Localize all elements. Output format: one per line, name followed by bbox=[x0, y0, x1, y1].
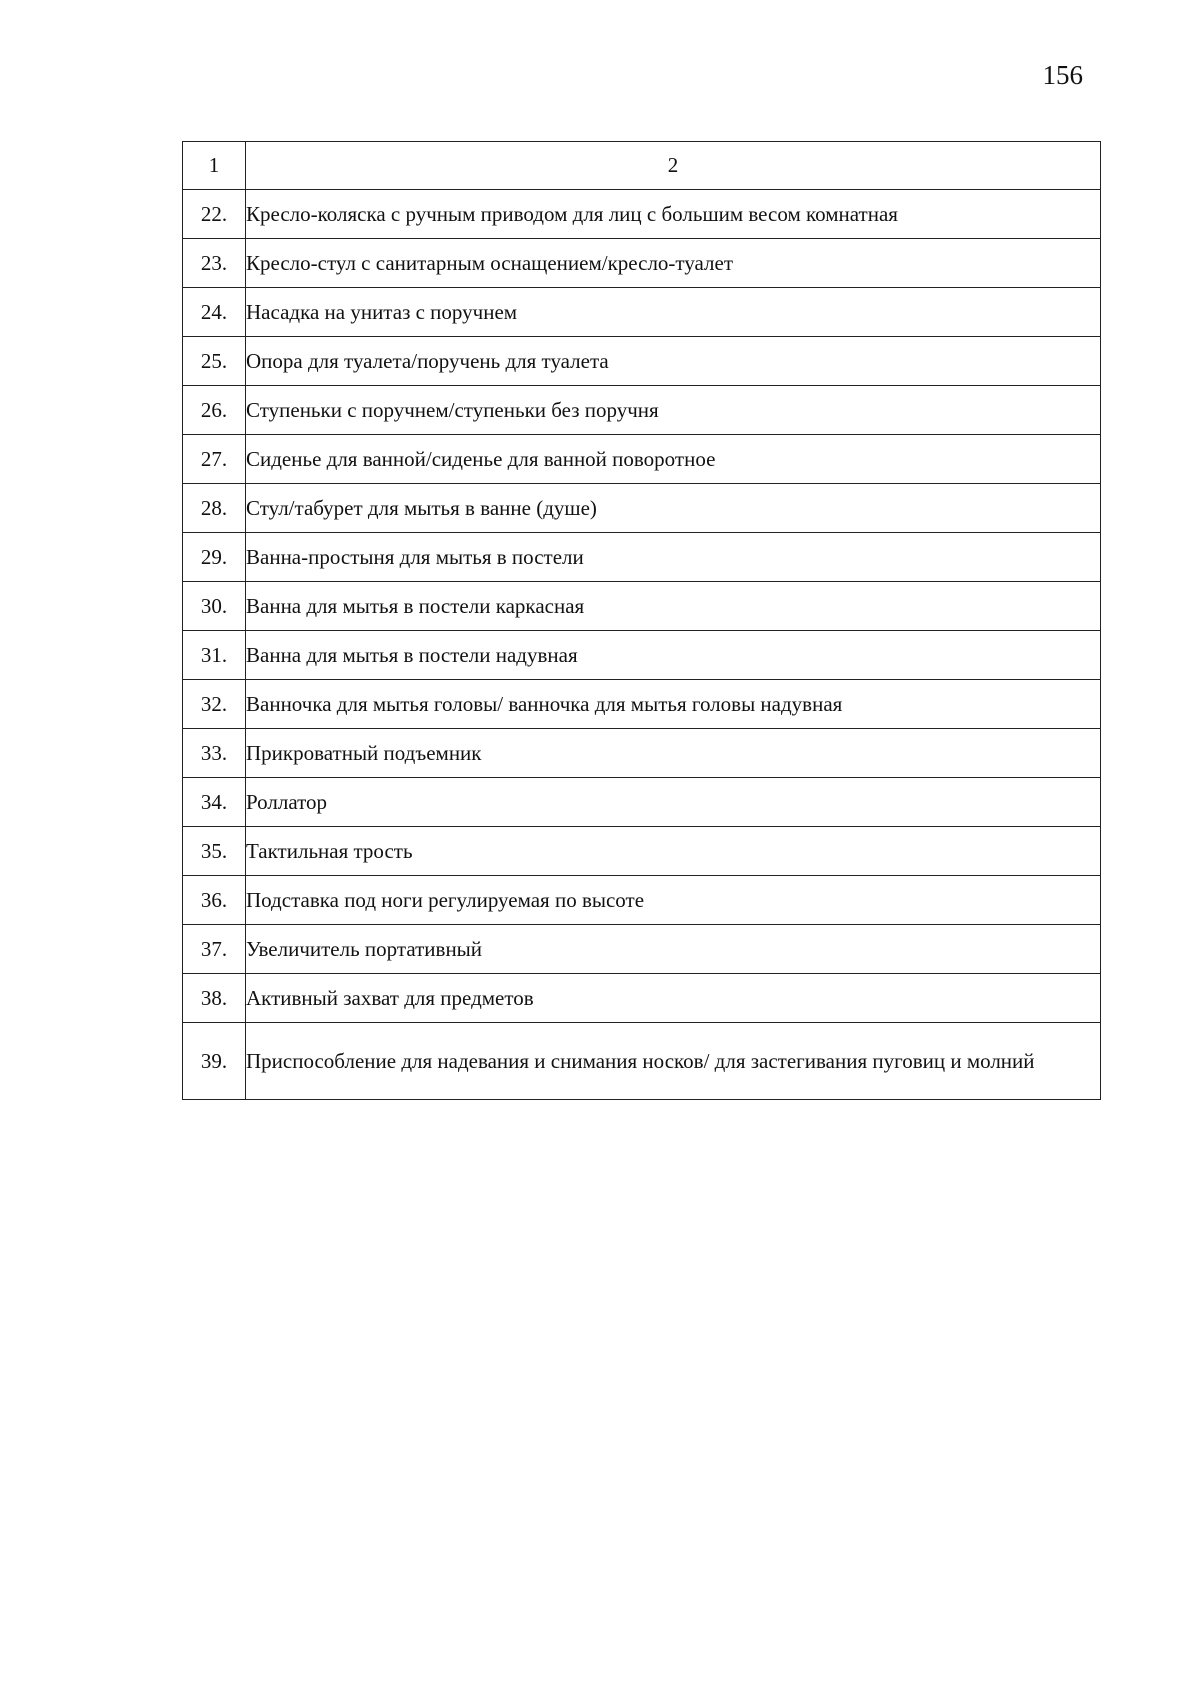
row-item-name: Ванна для мытья в постели каркасная bbox=[246, 582, 1101, 631]
row-number: 22. bbox=[183, 190, 246, 239]
table-row bbox=[183, 680, 1101, 729]
row-number: 24. bbox=[183, 288, 246, 337]
row-number: 37. bbox=[183, 925, 246, 974]
row-number: 38. bbox=[183, 974, 246, 1023]
row-number: 34. bbox=[183, 778, 246, 827]
table-row bbox=[183, 925, 1101, 974]
row-item-name: Опора для туалета/поручень для туалета bbox=[246, 337, 1101, 386]
table-row bbox=[183, 190, 1101, 239]
page-number: 156 bbox=[1042, 60, 1083, 90]
table-row bbox=[183, 239, 1101, 288]
table-row bbox=[183, 974, 1101, 1023]
row-item-name: Ванночка для мытья головы/ ванночка для мытья головы надувная bbox=[246, 680, 1101, 729]
table-row bbox=[183, 631, 1101, 680]
row-number: 31. bbox=[183, 631, 246, 680]
table-header-row bbox=[183, 142, 1101, 190]
row-number: 32. bbox=[183, 680, 246, 729]
row-number: 26. bbox=[183, 386, 246, 435]
row-item-name: Кресло-коляска с ручным приводом для лиц с большим весом комнатная bbox=[246, 190, 1101, 239]
row-item-name: Роллатор bbox=[246, 778, 1101, 827]
table-row bbox=[183, 435, 1101, 484]
items-table bbox=[182, 141, 1101, 1100]
row-number: 35. bbox=[183, 827, 246, 876]
row-item-name: Прикроватный подъемник bbox=[246, 729, 1101, 778]
table-row bbox=[183, 484, 1101, 533]
row-item-name: Кресло-стул с санитарным оснащением/кресло-туалет bbox=[246, 239, 1101, 288]
table-row bbox=[183, 582, 1101, 631]
row-item-name: Приспособление для надевания и снимания носков/ для застегивания пуговиц и молний bbox=[246, 1023, 1101, 1100]
row-item-name: Ступеньки с поручнем/ступеньки без поручня bbox=[246, 386, 1101, 435]
row-number: 33. bbox=[183, 729, 246, 778]
row-item-name: Активный захват для предметов bbox=[246, 974, 1101, 1023]
row-number: 30. bbox=[183, 582, 246, 631]
row-item-name: Сиденье для ванной/сиденье для ванной поворотное bbox=[246, 435, 1101, 484]
table-row bbox=[183, 386, 1101, 435]
table-row bbox=[183, 337, 1101, 386]
table-row bbox=[183, 288, 1101, 337]
table-row bbox=[183, 827, 1101, 876]
table-row bbox=[183, 876, 1101, 925]
table-row bbox=[183, 1023, 1101, 1100]
table-row bbox=[183, 533, 1101, 582]
row-number: 39. bbox=[183, 1023, 246, 1100]
row-number: 25. bbox=[183, 337, 246, 386]
row-number: 23. bbox=[183, 239, 246, 288]
row-number: 29. bbox=[183, 533, 246, 582]
row-item-name: Тактильная трость bbox=[246, 827, 1101, 876]
table-row bbox=[183, 778, 1101, 827]
row-item-name: Стул/табурет для мытья в ванне (душе) bbox=[246, 484, 1101, 533]
row-item-name: Увеличитель портативный bbox=[246, 925, 1101, 974]
table-row bbox=[183, 729, 1101, 778]
header-col-number: 1 bbox=[183, 142, 246, 190]
row-number: 27. bbox=[183, 435, 246, 484]
row-number: 28. bbox=[183, 484, 246, 533]
row-item-name: Ванна для мытья в постели надувная bbox=[246, 631, 1101, 680]
header-col-name: 2 bbox=[246, 142, 1101, 190]
row-number: 36. bbox=[183, 876, 246, 925]
row-item-name: Насадка на унитаз с поручнем bbox=[246, 288, 1101, 337]
row-item-name: Подставка под ноги регулируемая по высоте bbox=[246, 876, 1101, 925]
row-item-name: Ванна-простыня для мытья в постели bbox=[246, 533, 1101, 582]
